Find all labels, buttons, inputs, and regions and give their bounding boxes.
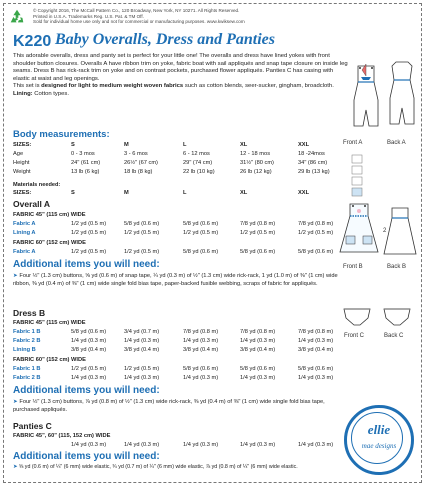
dress-b-additional-heading: Additional items you will need: xyxy=(13,385,160,396)
front-c-illustration xyxy=(342,306,372,328)
cell: Fabric A xyxy=(13,221,36,227)
description xyxy=(13,53,348,99)
trademark-line: Printed in U.S.A. Trademarks Reg. U.S. Pat. & TM Off. xyxy=(33,13,144,19)
cell: 1/4 yd (0.3 m) xyxy=(240,442,276,448)
cell: Lining B xyxy=(13,347,36,353)
label-back-c: Back C xyxy=(384,333,404,339)
cell: 3/4 yd (0.7 m) xyxy=(124,329,160,335)
cell: XL xyxy=(240,190,248,196)
cell: Lining A xyxy=(13,230,36,236)
cell: 1/2 yd (0.5 m) xyxy=(124,366,160,372)
label-back-b: Back B xyxy=(387,264,407,270)
cell: 5/8 yd (0.6 m) xyxy=(183,366,219,372)
cell: 29 lb (13 kg) xyxy=(298,169,330,175)
cell: 1/2 yd (0.5 m) xyxy=(124,230,160,236)
recycle-icon xyxy=(8,8,26,26)
fabric-rec-text: This set is xyxy=(13,83,42,90)
cell: 5/8 yd (0.6 m) xyxy=(298,366,334,372)
cell: 3/8 yd (0.4 m) xyxy=(71,347,107,353)
cell: S xyxy=(71,190,75,196)
cell: 34" (86 cm) xyxy=(298,160,328,166)
body-measurements-heading: Body measurements: xyxy=(13,129,110,140)
fabric-recommendation xyxy=(13,83,348,98)
cell: 7/8 yd (0.8 m) xyxy=(183,329,219,335)
cell: Fabric A xyxy=(13,249,36,255)
cell: XXL xyxy=(298,142,310,148)
back-a-illustration xyxy=(388,58,416,136)
cell: 5/8 yd (0.6 m) xyxy=(298,249,334,255)
usage-line: Sold for individual home use only and not for commercial or manufacturing purposes. www.kwiksew.com xyxy=(33,19,245,25)
panties-c-additional-heading: Additional items you will need: xyxy=(13,451,160,462)
cell: 26 lb (12 kg) xyxy=(240,169,272,175)
cell: 18 -24mos xyxy=(298,151,325,157)
cell: 0 - 3 mos xyxy=(71,151,95,157)
copyright-line: © Copyright 2016, The McCall Pattern Co., 120 Broadway, New York, NY 10271. All Rights Reserved. xyxy=(33,8,240,13)
cell: 1/2 yd (0.5 m) xyxy=(71,221,107,227)
cell: 1/2 yd (0.5 m) xyxy=(71,366,107,372)
cell: 13 lb (6 kg) xyxy=(71,169,100,175)
label-front-c: Front C xyxy=(344,333,365,339)
cell: 1/2 yd (0.5 m) xyxy=(124,249,160,255)
cell: 1/4 yd (0.3 m) xyxy=(240,338,276,344)
cell: 1/4 yd (0.3 m) xyxy=(298,442,334,448)
cell: 3/8 yd (0.4 m) xyxy=(240,347,276,353)
cell: 1/4 yd (0.3 m) xyxy=(298,338,334,344)
cell: 3/8 yd (0.4 m) xyxy=(298,347,334,353)
back-c-illustration xyxy=(382,306,412,328)
cell: 5/8 yd (0.6 m) xyxy=(71,329,107,335)
cell: 18 lb (8 kg) xyxy=(124,169,153,175)
cell: 3/8 yd (0.4 m) xyxy=(183,347,219,353)
cell: 26½" (67 cm) xyxy=(124,160,158,166)
cell: M xyxy=(124,142,129,148)
description-paragraph: This adorable overalls, dress and panty set is perfect for your little one! The overalls and dress have lined yokes with front shoulder button closures. Overalls A have ribbon trim on yoke, fabric boat with sail appliqués and snap tape closure on inside leg seams. Dress B has rick-rack trim on yoke and on contrast pockets, purchased flower appliqués. Panties C has casing with elastic at waist and leg openings. xyxy=(13,53,348,82)
cell: 3 - 6 mos xyxy=(124,151,148,157)
cell: 1/4 yd (0.3 m) xyxy=(183,375,219,381)
dress-number-2: 2 xyxy=(383,228,387,234)
lining-text: Cotton types. xyxy=(32,90,69,97)
fabric-rec-text-2: such as cotton blends, seer-sucker, gingham, broadcloth. xyxy=(183,83,334,90)
cell: M xyxy=(124,190,129,196)
pattern-title: Baby Overalls, Dress and Panties xyxy=(55,31,275,48)
overall-a-fabric-45: FABRIC 45" (115 cm) WIDE xyxy=(13,212,86,218)
cell: 1/2 yd (0.5 m) xyxy=(71,230,107,236)
cell: XL xyxy=(240,142,248,148)
panties-c-title: Panties C xyxy=(13,421,52,431)
cell: Fabric 1 B xyxy=(13,366,41,372)
cell: 1/4 yd (0.3 m) xyxy=(71,338,107,344)
dress-b-fabric-45: FABRIC 45" (115 cm) WIDE xyxy=(13,320,86,326)
lining-label: Lining: xyxy=(13,90,33,97)
label-back-a: Back A xyxy=(387,140,406,146)
cell: SIZES: xyxy=(13,190,32,196)
cell: 5/8 yd (0.6 m) xyxy=(240,249,276,255)
logo-tagline: mae designs xyxy=(361,442,397,450)
panties-c-additional-text: ⅝ yd (0.6 m) of ¼" (6 mm) wide elastic, ¾ yd (0.7 m) of ¼" (6 mm) wide elastic, ⅞ yd (0.8 m) of ¼" (6 mm) wide elastic. xyxy=(18,464,298,470)
cell: 24" (61 cm) xyxy=(71,160,101,166)
overall-a-title: Overall A xyxy=(13,199,51,209)
cell: 31½" (80 cm) xyxy=(240,160,274,166)
cell: 7/8 yd (0.8 m) xyxy=(240,329,276,335)
cell: 5/8 yd (0.6 m) xyxy=(183,221,219,227)
panties-c-fabric: FABRIC 45", 60" (115, 152 cm) WIDE xyxy=(13,433,111,439)
cell: 1/4 yd (0.3 m) xyxy=(183,442,219,448)
designer-logo xyxy=(344,405,414,475)
cell: 1/4 yd (0.3 m) xyxy=(124,442,160,448)
dress-b-fabric-60: FABRIC 60" (152 cm) WIDE xyxy=(13,357,86,363)
cell: 29" (74 cm) xyxy=(183,160,213,166)
fabric-rec-bold: designed for light to medium weight woven fabrics xyxy=(41,83,184,90)
cell: 7/8 yd (0.8 m) xyxy=(298,329,334,335)
cell: 1/2 yd (0.5 m) xyxy=(183,230,219,236)
cell: 5/8 yd (0.6 m) xyxy=(183,249,219,255)
cell: 1/4 yd (0.3 m) xyxy=(298,375,334,381)
cell: 1/4 yd (0.3 m) xyxy=(71,442,107,448)
fabric-swatches xyxy=(352,155,364,197)
legal-header xyxy=(8,8,420,30)
dress-b-additional-text: Four ½" (1.3 cm) buttons, ⅞ yd (0.8 m) of ½" (1.3 cm) wide rick-rack, ⅜ yd (0.4 m) of ⅜" (1 cm) wide single fold bias tape, purchased appliqués. xyxy=(13,399,325,413)
cell: SIZES: xyxy=(13,142,32,148)
cell: 1/4 yd (0.3 m) xyxy=(124,375,160,381)
cell: XXL xyxy=(298,190,310,196)
cell: S xyxy=(71,142,75,148)
cell: 1/2 yd (0.5 m) xyxy=(298,230,334,236)
cell: 1/2 yd (0.5 m) xyxy=(240,230,276,236)
arrow-icon: ➤ xyxy=(13,273,20,279)
legal-text xyxy=(33,8,245,25)
label-front-b: Front B xyxy=(343,264,363,270)
cell: L xyxy=(183,190,187,196)
arrow-icon: ➤ xyxy=(13,399,20,405)
dress-b-additional-items xyxy=(13,399,338,415)
cell: 7/8 yd (0.8 m) xyxy=(240,221,276,227)
overall-a-fabric-60: FABRIC 60" (152 cm) WIDE xyxy=(13,240,86,246)
cell: 1/4 yd (0.3 m) xyxy=(124,338,160,344)
cell: Height xyxy=(13,160,30,166)
cell: 1/4 yd (0.3 m) xyxy=(71,375,107,381)
cell: Fabric 2 B xyxy=(13,375,41,381)
front-b-illustration xyxy=(336,200,382,260)
logo-name: ellie xyxy=(367,422,391,437)
cell: 3/8 yd (0.4 m) xyxy=(124,347,160,353)
cell: Weight xyxy=(13,169,31,175)
cell: 22 lb (10 kg) xyxy=(183,169,215,175)
cell: 7/8 yd (0.8 m) xyxy=(298,221,334,227)
overall-a-additional-heading: Additional items you will need: xyxy=(13,259,160,270)
front-a-illustration xyxy=(352,60,380,138)
materials-heading: Materials needed: xyxy=(13,182,61,188)
panties-c-additional-items xyxy=(13,464,343,471)
arrow-icon: ➤ xyxy=(13,464,19,470)
label-front-a: Front A xyxy=(343,140,363,146)
cell: 1/4 yd (0.3 m) xyxy=(240,375,276,381)
cell: 1/4 yd (0.3 m) xyxy=(183,338,219,344)
cell: 6 - 12 mos xyxy=(183,151,210,157)
cell: Age xyxy=(13,151,24,157)
dress-b-title: Dress B xyxy=(13,308,46,318)
cell: 1/2 yd (0.5 m) xyxy=(71,249,107,255)
cell: 5/8 yd (0.6 m) xyxy=(240,366,276,372)
cell: Fabric 2 B xyxy=(13,338,41,344)
cell: 5/8 yd (0.6 m) xyxy=(124,221,160,227)
pattern-code: K220 xyxy=(13,33,52,50)
cell: L xyxy=(183,142,187,148)
overall-a-additional-text: Four ½" (1.3 cm) buttons, ⅝ yd (0.6 m) of snap tape, ¼ yd (0.3 m) of ½" (1.3 cm) wide rick-rack, 1 yd (1.0 m) of ⅜" (1 cm) wide ribbon, ⅜ yd (0.4 m) of ⅜" (1 cm) wide single fold bias tape, paper-backed fusible webbing, scraps of fabric for appliqués. xyxy=(13,273,338,287)
back-b-illustration xyxy=(380,204,420,260)
cell: Fabric 1 B xyxy=(13,329,41,335)
logo-inner-ring xyxy=(351,412,403,464)
overall-a-additional-items xyxy=(13,273,348,289)
cell: 12 - 18 mos xyxy=(240,151,271,157)
